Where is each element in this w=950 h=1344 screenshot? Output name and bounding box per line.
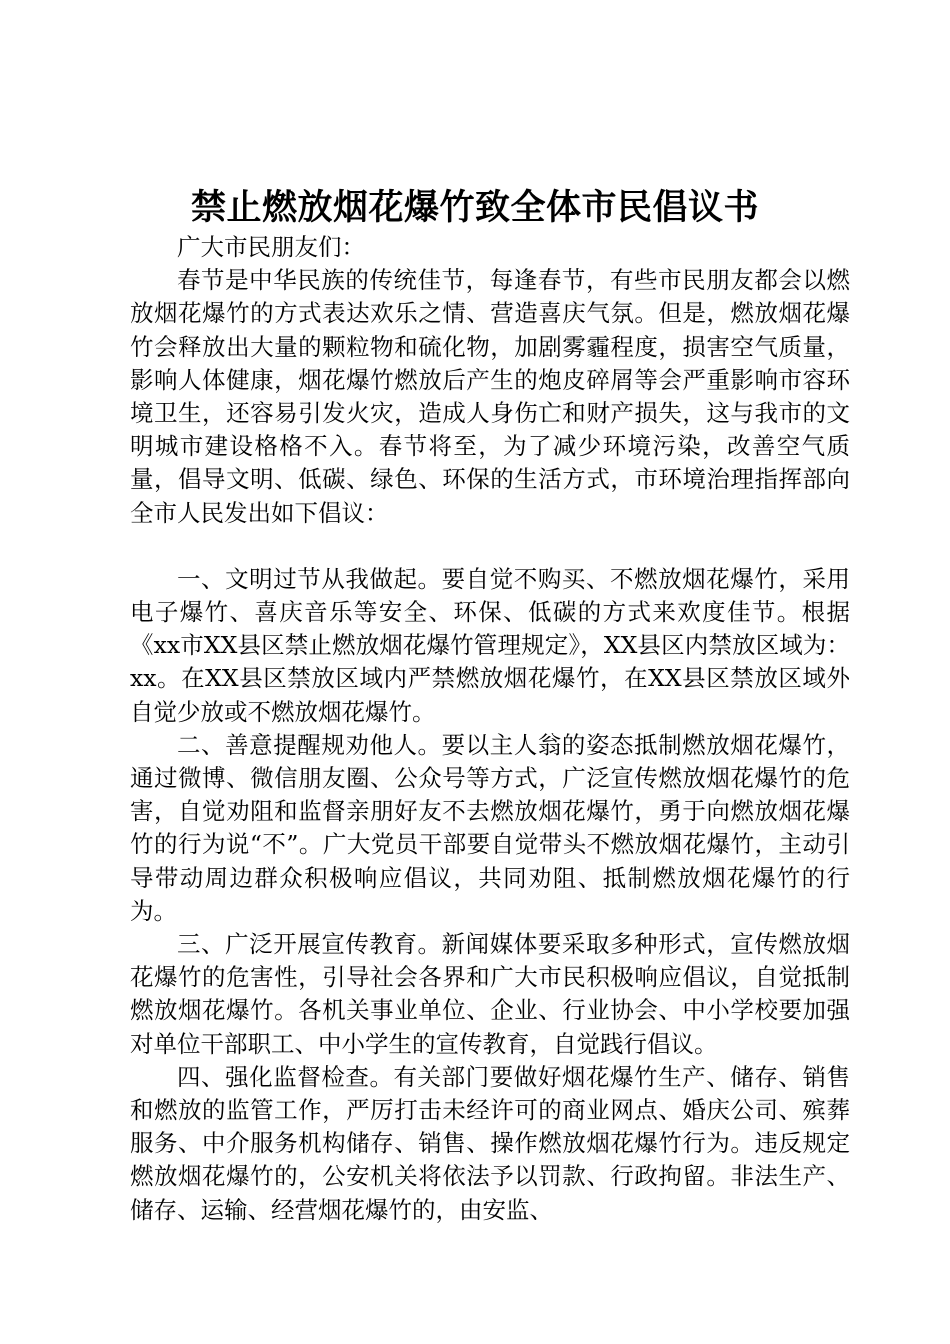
paragraph-item-3: 三、广泛开展宣传教育。新闻媒体要采取多种形式，宣传燃放烟花爆竹的危害性，引导社会各界和广大市民积极响应倡议，自觉抵制燃放烟花爆竹。各机关事业单位、企业、行业协会、中小学校要加强对单位干部职工、中小学生的宣传教育，自觉践行倡议。 (130, 930, 850, 1058)
paragraph-item-4: 四、强化监督检查。有关部门要做好烟花爆竹生产、储存、销售和燃放的监管工作，严厉打击未经许可的商业网点、婚庆公司、殡葬服务、中介服务机构储存、销售、操作燃放烟花爆竹行为。违反规定燃放烟花爆竹的，公安机关将依法予以罚款、行政拘留。非法生产、储存、运输、经营烟花爆竹的，由安监、 (130, 1062, 850, 1224)
salutation: 广大市民朋友们： (177, 233, 365, 261)
document-body (130, 231, 850, 1227)
paragraph-intro: 春节是中华民族的传统佳节，每逢春节，有些市民朋友都会以燃放烟花爆竹的方式表达欢乐之情、营造喜庆气氛。但是，燃放烟花爆竹会释放出大量的颗粒物和硫化物，加剧雾霾程度，损害空气质量，影响人体健康，烟花爆竹燃放后产生的炮皮碎屑等会严重影响市容环境卫生，还容易引发火灾，造成人身伤亡和财产损失，这与我市的文明城市建设格格不入。春节将至，为了减少环境污染，改善空气质量，倡导文明、低碳、绿色、环保的生活方式，市环境治理指挥部向全市人民发出如下倡议： (130, 266, 850, 527)
paragraph-item-1: 一、文明过节从我做起。要自觉不购买、不燃放烟花爆竹，采用电子爆竹、喜庆音乐等安全、环保、低碳的方式来欢度佳节。根据《xx市XX县区禁止燃放烟花爆竹管理规定》，XX县区内禁放区域为：xx。在XX县区禁放区域内严禁燃放烟花爆竹，在XX县区禁放区域外自觉少放或不燃放烟花爆竹。 (130, 564, 850, 726)
paragraph-item-2: 二、善意提醒规劝他人。要以主人翁的姿态抵制燃放烟花爆竹，通过微博、微信朋友圈、公众号等方式，广泛宣传燃放烟花爆竹的危害，自觉劝阻和监督亲朋好友不去燃放烟花爆竹，勇于向燃放烟花爆竹的行为说“不”。广大党员干部要自觉带头不燃放烟花爆竹，主动引导带动周边群众积极响应倡议，共同劝阻、抵制燃放烟花爆竹的行为。 (130, 730, 850, 925)
document-title: 禁止燃放烟花爆竹致全体市民倡议书 (190, 188, 759, 228)
